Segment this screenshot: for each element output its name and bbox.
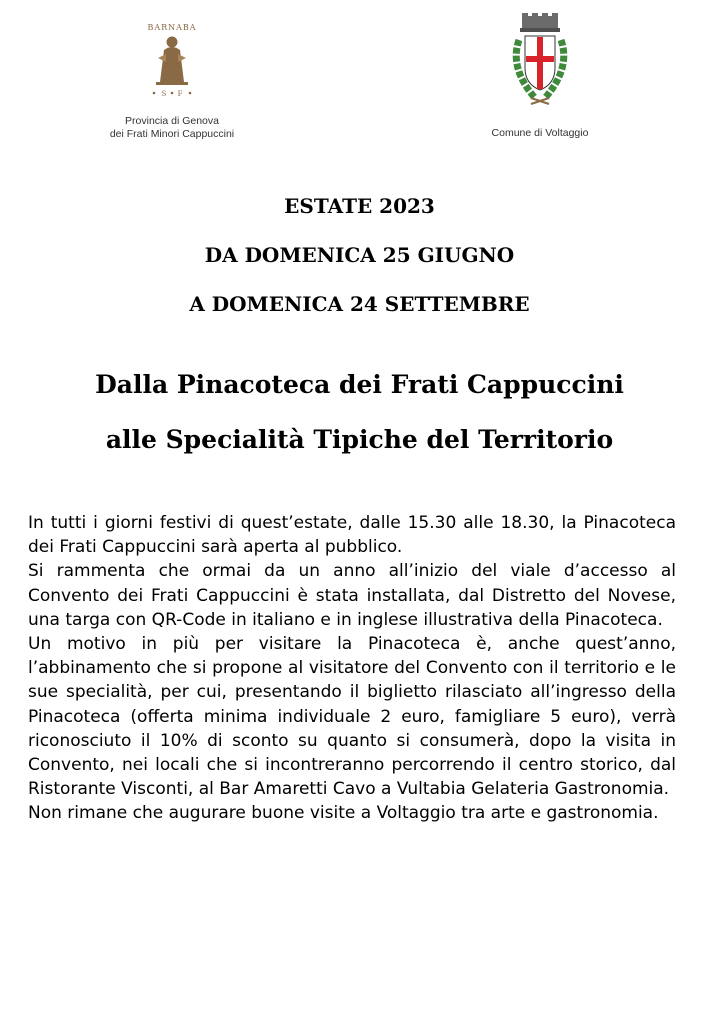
dates-line-summer: ESTATE 2023 xyxy=(284,194,435,218)
seal-text-f: F xyxy=(177,90,183,98)
capuchin-province-logo xyxy=(88,14,256,141)
paragraph-qr-plaque: Si rammenta che ormai da un anno all’inizio del viale d’accesso al Convento dei Frati Cappuccini è stata installata, dal Distretto del Novese, una targa con QR-Code in italiano e in inglese illustrativa della Pinacoteca. xyxy=(28,561,676,630)
title-line2: alle Specialità Tipiche del Territorio xyxy=(105,425,614,454)
right-logo-caption: Comune di Voltaggio xyxy=(491,127,589,139)
paragraph-opening-hours: In tutti i giorni festivi di quest’estate, dalle 15.30 alle 18.30, la Pinacoteca dei Frati Cappuccini sarà aperta al pubblico. xyxy=(28,513,676,558)
voltaggio-coat-of-arms-icon xyxy=(505,12,575,108)
title-line1: Dalla Pinacoteca dei Frati Cappuccini xyxy=(95,370,624,399)
dates-line-from: DA DOMENICA 25 GIUGNO xyxy=(204,243,515,267)
paragraph-closing: Non rimane che augurare buone visite a Voltaggio tra arte e gastronomia. xyxy=(28,803,659,824)
capuchin-friars-seal-icon xyxy=(136,14,208,104)
event-dates xyxy=(0,188,719,335)
left-logo-caption-line1: Provincia di Genova xyxy=(125,115,219,127)
left-logo-caption-line2: dei Frati Minori Cappuccini xyxy=(109,128,235,140)
seal-text-top: BARNABA xyxy=(147,23,197,32)
seal-text-s: S xyxy=(161,90,167,98)
left-logo-caption xyxy=(88,115,256,141)
body-text xyxy=(28,511,676,826)
paragraph-discount-offer: Un motivo in più per visitare la Pinacoteca è, anche quest’anno, l’abbinamento che si propone al visitatore del Convento con il territorio e le sue specialità, per cui, presentando il biglietto rilasciato all’ingresso della Pinacoteca (offerta minima individuale 2 euro, famigliare 5 euro), verrà riconosciuto il 10% di sconto su quanto si consumerà, dopo la visita in Convento, nei locali che si incontreranno percorrendo il centro storico, dal Ristorante Visconti, al Bar Amaretti Cavo a Vultabia Gelateria Gastronomia. xyxy=(28,634,676,800)
dates-line-to: A DOMENICA 24 SETTEMBRE xyxy=(189,292,530,316)
document-title xyxy=(0,362,719,472)
voltaggio-municipality-logo xyxy=(470,12,610,140)
